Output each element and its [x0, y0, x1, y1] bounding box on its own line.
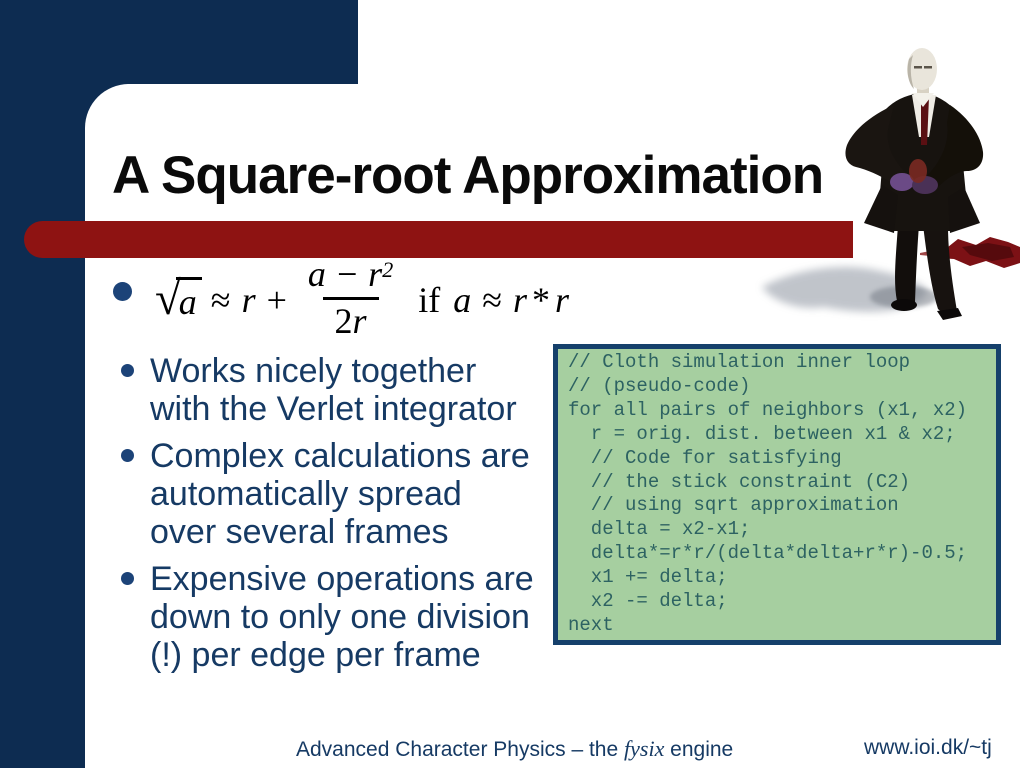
bullet-text: Complex calculations are automatically spread over several frames — [150, 437, 530, 551]
bullet-dot-icon — [121, 572, 134, 585]
code-line: for all pairs of neighbors (x1, x2) — [568, 398, 968, 421]
bullet-dot-icon — [121, 364, 134, 377]
approx-operator-2: ≈ — [482, 280, 502, 320]
fysix-brand: fysix — [624, 736, 665, 761]
code-line: // using sqrt approximation — [568, 494, 899, 517]
asterisk-operator: * — [531, 280, 550, 320]
fraction — [300, 253, 401, 341]
bullet-list — [112, 352, 542, 683]
hitman-figure-svg — [752, 25, 1022, 325]
code-line: // Cloth simulation inner loop — [568, 351, 911, 373]
hitman-figure-image — [752, 25, 1022, 325]
condition-variable-a: a — [453, 280, 472, 320]
bullet-dot-icon — [113, 282, 132, 301]
plus-operator: + — [266, 280, 287, 320]
code-line: // the stick constraint (C2) — [568, 470, 911, 493]
code-line: // Code for satisfying — [568, 446, 842, 469]
footer-title — [296, 736, 733, 762]
fraction-denominator — [323, 297, 379, 341]
code-line: x2 -= delta; — [568, 590, 728, 613]
slide-title: A Square-root Approximation — [112, 146, 824, 205]
sqrt-approximation-formula — [155, 250, 571, 350]
footer-title-suffix: engine — [664, 738, 734, 761]
condition-r1: r — [512, 280, 527, 320]
bullet-text: Works nicely together with the Verlet integrator — [150, 352, 517, 428]
code-line: next — [568, 613, 614, 636]
code-line: // (pseudo-code) — [568, 374, 751, 397]
denominator-variable: r — [352, 300, 367, 341]
approx-operator: ≈ — [210, 280, 231, 320]
numerator-exponent: 2 — [382, 256, 394, 282]
bullet-text: Expensive operations are down to only one division (!) per edge per frame — [150, 560, 534, 674]
condition-r2: r — [554, 280, 569, 320]
variable-r: r — [241, 280, 256, 320]
footer-url: www.ioi.dk/~tj — [864, 736, 992, 759]
footer-title-prefix: Advanced Character Physics – the — [296, 738, 625, 761]
fraction-numerator — [300, 253, 401, 297]
numerator-base: a − r — [307, 253, 383, 294]
list-item — [112, 560, 542, 674]
radicand: a — [176, 277, 202, 323]
list-item — [112, 352, 542, 428]
code-line: r = orig. dist. between x1 & x2; — [568, 422, 956, 445]
bullet-dot-icon — [121, 449, 134, 462]
denominator-coefficient: 2 — [334, 300, 353, 341]
list-item — [112, 437, 542, 551]
radical-sign-icon: √ — [155, 272, 181, 325]
code-snippet-box — [553, 344, 1001, 645]
code-line: delta = x2-x1; — [568, 518, 751, 541]
code-line: delta*=r*r/(delta*delta+r*r)-0.5; — [568, 542, 968, 565]
formula-bullet-item — [112, 250, 571, 350]
code-line: x1 += delta; — [568, 566, 728, 589]
if-keyword: if — [418, 280, 441, 320]
